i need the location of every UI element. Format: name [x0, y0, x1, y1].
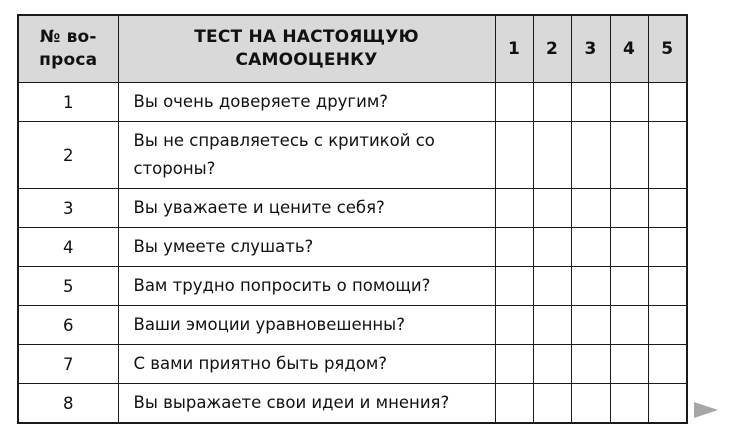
table-row — [18, 122, 687, 189]
score-cell-4[interactable] — [610, 122, 648, 189]
score-cell-2[interactable] — [533, 189, 571, 228]
score-cell-2[interactable] — [533, 83, 571, 122]
score-cell-3[interactable] — [571, 345, 610, 384]
score-cell-4[interactable] — [610, 384, 648, 424]
score-cell-4[interactable] — [610, 267, 648, 306]
table-row — [18, 306, 687, 345]
score-cell-4[interactable] — [610, 306, 648, 345]
score-cell-1[interactable] — [495, 189, 533, 228]
score-cell-2[interactable] — [533, 122, 571, 189]
score-cell-2[interactable] — [533, 228, 571, 267]
question-number-header-line: № во- — [39, 27, 97, 47]
score-cell-1[interactable] — [495, 384, 533, 424]
question-text-line: Вы умеете слушать? — [133, 237, 314, 256]
table-row — [18, 228, 687, 267]
table-row — [18, 267, 687, 306]
question-number: 3 — [18, 189, 118, 228]
question-text — [118, 228, 495, 267]
test-title-line: ТЕСТ НА НАСТОЯЩУЮ — [194, 27, 419, 47]
score-cell-1[interactable] — [495, 267, 533, 306]
question-number-header — [18, 15, 118, 83]
score-cell-3[interactable] — [571, 267, 610, 306]
question-number: 6 — [18, 306, 118, 345]
score-header-4: 4 — [610, 15, 648, 83]
score-cell-4[interactable] — [610, 345, 648, 384]
question-text-line: Вам трудно попросить о помощи? — [133, 276, 431, 295]
question-text — [118, 122, 495, 189]
score-cell-1[interactable] — [495, 83, 533, 122]
score-cell-1[interactable] — [495, 345, 533, 384]
score-cell-4[interactable] — [610, 228, 648, 267]
question-number: 5 — [18, 267, 118, 306]
score-cell-5[interactable] — [648, 83, 687, 122]
play-arrow-icon — [694, 402, 718, 418]
question-text — [118, 384, 495, 424]
score-cell-1[interactable] — [495, 122, 533, 189]
score-cell-1[interactable] — [495, 306, 533, 345]
table-row — [18, 83, 687, 122]
score-cell-4[interactable] — [610, 189, 648, 228]
question-text-line: Вы выражаете свои идеи и мнения? — [133, 393, 450, 412]
question-text — [118, 306, 495, 345]
question-text-line: Вы не справляетесь с критикой со — [133, 131, 435, 150]
score-cell-5[interactable] — [648, 189, 687, 228]
score-header-2: 2 — [533, 15, 571, 83]
score-cell-5[interactable] — [648, 267, 687, 306]
question-text-line: Ваши эмоции уравновешенны? — [133, 315, 405, 334]
score-cell-2[interactable] — [533, 345, 571, 384]
score-cell-2[interactable] — [533, 267, 571, 306]
test-title-line: САМООЦЕНКУ — [235, 50, 378, 70]
score-cell-1[interactable] — [495, 228, 533, 267]
score-header-1: 1 — [495, 15, 533, 83]
question-number: 8 — [18, 384, 118, 424]
question-text — [118, 345, 495, 384]
question-text — [118, 267, 495, 306]
question-text-line: С вами приятно быть рядом? — [133, 354, 388, 373]
score-header-3: 3 — [571, 15, 610, 83]
question-text-line: Вы очень доверяете другим? — [133, 92, 389, 111]
question-text-line: стороны? — [133, 159, 216, 178]
score-cell-5[interactable] — [648, 345, 687, 384]
question-number: 2 — [18, 122, 118, 189]
score-cell-5[interactable] — [648, 306, 687, 345]
score-cell-5[interactable] — [648, 122, 687, 189]
question-number: 7 — [18, 345, 118, 384]
table-row — [18, 345, 687, 384]
score-cell-5[interactable] — [648, 228, 687, 267]
score-header-5: 5 — [648, 15, 687, 83]
test-title-header — [118, 15, 495, 83]
score-cell-2[interactable] — [533, 384, 571, 424]
question-number-header-line: проса — [39, 50, 98, 70]
question-number: 4 — [18, 228, 118, 267]
question-number: 1 — [18, 83, 118, 122]
score-cell-2[interactable] — [533, 306, 571, 345]
score-cell-3[interactable] — [571, 384, 610, 424]
question-text — [118, 83, 495, 122]
score-cell-3[interactable] — [571, 189, 610, 228]
score-cell-3[interactable] — [571, 122, 610, 189]
header-row — [18, 15, 687, 83]
question-text — [118, 189, 495, 228]
score-cell-3[interactable] — [571, 306, 610, 345]
table-row — [18, 384, 687, 424]
score-cell-4[interactable] — [610, 83, 648, 122]
score-cell-3[interactable] — [571, 228, 610, 267]
score-cell-5[interactable] — [648, 384, 687, 424]
question-text-line: Вы уважаете и цените себя? — [133, 198, 385, 217]
self-esteem-test-table — [17, 14, 688, 424]
score-cell-3[interactable] — [571, 83, 610, 122]
table-row — [18, 189, 687, 228]
